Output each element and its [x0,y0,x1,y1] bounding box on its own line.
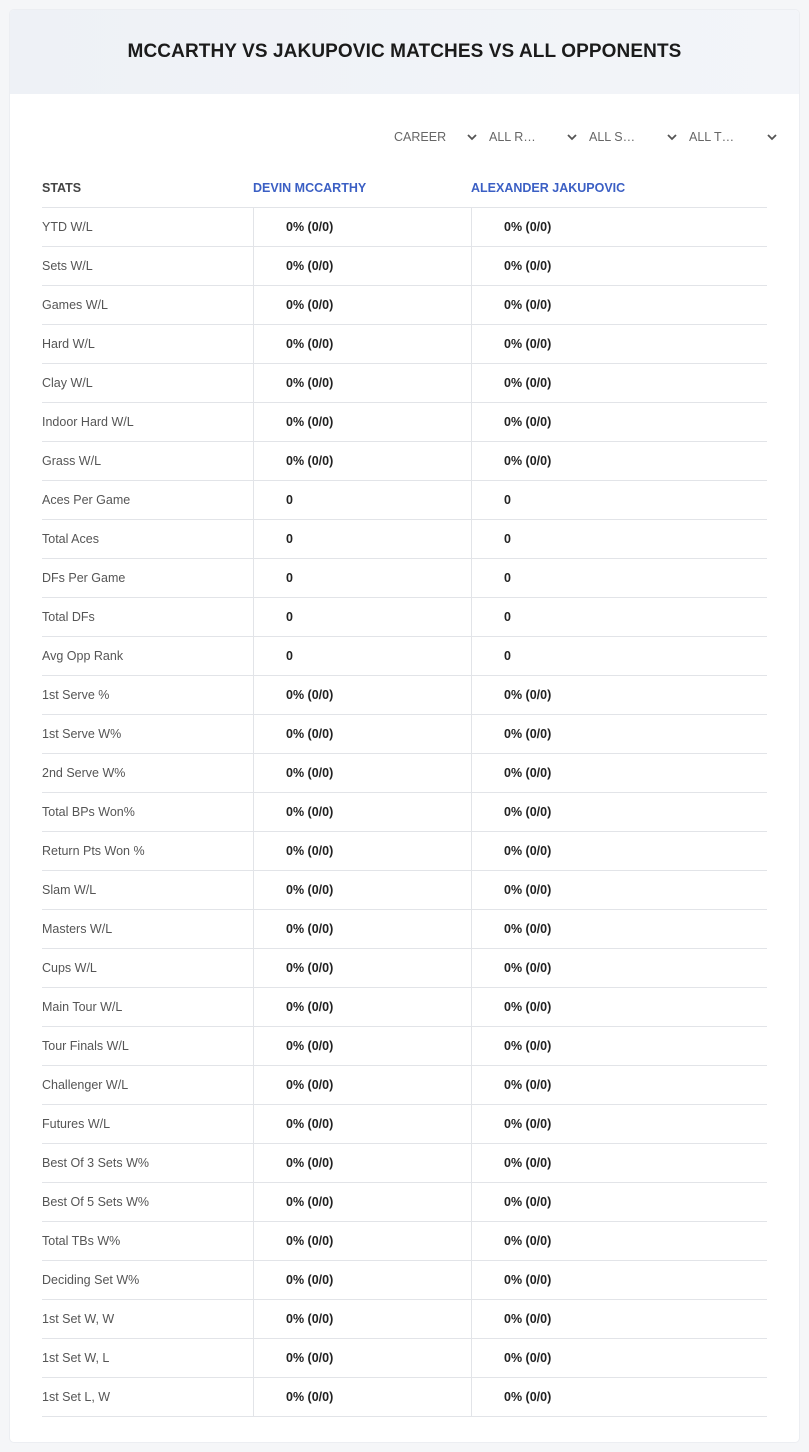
table-row [42,1183,767,1222]
table-row [42,364,767,403]
chevron-down-icon [566,131,578,143]
player2-value: 0% (0/0) [471,403,767,441]
chevron-down-icon [666,131,678,143]
player2-value: 0% (0/0) [471,832,767,870]
player2-value: 0% (0/0) [471,1222,767,1260]
table-row [42,325,767,364]
player1-value: 0% (0/0) [253,1378,471,1416]
stat-label: Avg Opp Rank [42,649,124,663]
table-row [42,1261,767,1300]
player2-value: 0% (0/0) [471,949,767,987]
stat-label: 1st Serve W% [42,727,122,741]
player2-value: 0% (0/0) [471,910,767,948]
filter-period-select[interactable] [384,126,484,148]
player2-value: 0% (0/0) [471,1183,767,1221]
table-row [42,754,767,793]
stat-label: Indoor Hard W/L [42,415,134,429]
stat-label: Total BPs Won% [42,805,135,819]
stat-label: Aces Per Game [42,493,131,507]
player1-value: 0% (0/0) [253,1300,471,1338]
player2-value: 0% (0/0) [471,754,767,792]
filter-surface-select[interactable] [584,126,684,148]
stat-label: Total Aces [42,532,99,546]
table-row [42,1339,767,1378]
stat-label: Sets W/L [42,259,93,273]
stat-label: Total DFs [42,610,95,624]
chevron-down-icon [466,131,478,143]
player2-link[interactable]: ALEXANDER JAKUPOVIC [471,180,626,195]
player2-value: 0% (0/0) [471,286,767,324]
player1-value: 0% (0/0) [253,832,471,870]
player2-value: 0% (0/0) [471,1300,767,1338]
stat-label: 1st Serve % [42,688,110,702]
stat-label: Return Pts Won % [42,844,145,858]
player2-value: 0 [471,637,767,675]
stat-label: 1st Set L, W [42,1390,111,1404]
table-row [42,403,767,442]
table-row [42,871,767,910]
stat-label: 1st Set W, L [42,1351,110,1365]
player2-value: 0 [471,559,767,597]
player2-value: 0% (0/0) [471,442,767,480]
stat-label: YTD W/L [42,220,93,234]
player2-value: 0% (0/0) [471,1144,767,1182]
player1-value: 0% (0/0) [253,1339,471,1377]
player1-link[interactable]: DEVIN MCCARTHY [253,180,367,195]
player1-value: 0% (0/0) [253,754,471,792]
table-row [42,520,767,559]
player1-value: 0% (0/0) [253,1144,471,1182]
player1-value: 0 [253,598,471,636]
player1-value: 0% (0/0) [253,1183,471,1221]
player2-value: 0% (0/0) [471,715,767,753]
player2-value: 0% (0/0) [471,676,767,714]
stat-label: Hard W/L [42,337,95,351]
table-row [42,1378,767,1417]
chevron-down-icon [766,131,778,143]
table-row [42,559,767,598]
filter-label: CAREER [394,130,447,144]
stat-label: Slam W/L [42,883,97,897]
stat-label: Grass W/L [42,454,102,468]
stats-card [10,10,799,1442]
table-row [42,988,767,1027]
player2-value: 0% (0/0) [471,1027,767,1065]
player1-value: 0% (0/0) [253,871,471,909]
stat-label: 2nd Serve W% [42,766,126,780]
player2-value: 0% (0/0) [471,325,767,363]
stat-label: Tour Finals W/L [42,1039,129,1053]
stat-label: Total TBs W% [42,1234,121,1248]
player1-value: 0% (0/0) [253,247,471,285]
player2-value: 0% (0/0) [471,871,767,909]
player1-value: 0% (0/0) [253,1027,471,1065]
player1-value: 0 [253,520,471,558]
stat-label: Clay W/L [42,376,93,390]
player1-value: 0 [253,637,471,675]
player2-value: 0 [471,598,767,636]
table-row [42,208,767,247]
table-row [42,910,767,949]
player1-value: 0% (0/0) [253,442,471,480]
filter-round-select[interactable] [484,126,584,148]
table-body [42,208,767,1417]
player2-value: 0% (0/0) [471,1105,767,1143]
player1-value: 0% (0/0) [253,1222,471,1260]
stat-label: Main Tour W/L [42,1000,123,1014]
table-row [42,481,767,520]
player2-value: 0% (0/0) [471,1339,767,1377]
stat-label: Challenger W/L [42,1078,129,1092]
table-row [42,1066,767,1105]
table-row [42,832,767,871]
player1-value: 0% (0/0) [253,715,471,753]
player1-value: 0% (0/0) [253,1105,471,1143]
player1-value: 0 [253,481,471,519]
filter-label: ALL S… [589,130,636,144]
stat-label: Masters W/L [42,922,113,936]
card-header [10,10,799,94]
table-row [42,676,767,715]
table-row [42,247,767,286]
table-row [42,598,767,637]
player2-value: 0% (0/0) [471,247,767,285]
player1-value: 0% (0/0) [253,1066,471,1104]
stat-label: Deciding Set W% [42,1273,140,1287]
table-row [42,1144,767,1183]
table-row [42,1222,767,1261]
table-row [42,442,767,481]
player1-value: 0% (0/0) [253,286,471,324]
player1-value: 0% (0/0) [253,910,471,948]
table-row [42,1027,767,1066]
filter-tournament-select[interactable] [684,126,784,148]
player2-value: 0 [471,481,767,519]
player1-value: 0% (0/0) [253,403,471,441]
player1-value: 0% (0/0) [253,325,471,363]
page-title: MCCARTHY VS JAKUPOVIC MATCHES VS ALL OPPONENTS [127,41,682,62]
table-row [42,286,767,325]
stat-label: Games W/L [42,298,108,312]
player2-value: 0% (0/0) [471,1378,767,1416]
filter-label: ALL T… [689,130,735,144]
player2-value: 0 [471,520,767,558]
table-row [42,1300,767,1339]
player1-value: 0% (0/0) [253,676,471,714]
player1-value: 0% (0/0) [253,793,471,831]
player1-value: 0 [253,559,471,597]
player2-value: 0% (0/0) [471,208,767,246]
table-row [42,793,767,832]
table-row [42,949,767,988]
player1-value: 0% (0/0) [253,988,471,1026]
stats-table [42,168,767,1417]
stat-label: Futures W/L [42,1117,111,1131]
filter-label: ALL R… [489,130,536,144]
stat-label: 1st Set W, W [42,1312,115,1326]
player2-value: 0% (0/0) [471,1066,767,1104]
player2-value: 0% (0/0) [471,364,767,402]
player2-value: 0% (0/0) [471,1261,767,1299]
player1-value: 0% (0/0) [253,1261,471,1299]
stat-label: Best Of 3 Sets W% [42,1156,149,1170]
stat-label: DFs Per Game [42,571,126,585]
table-row [42,1105,767,1144]
table-header [42,168,767,208]
player1-value: 0% (0/0) [253,949,471,987]
stat-label: Best Of 5 Sets W% [42,1195,149,1209]
player2-value: 0% (0/0) [471,988,767,1026]
table-row [42,715,767,754]
player1-value: 0% (0/0) [253,208,471,246]
player2-value: 0% (0/0) [471,793,767,831]
table-row [42,637,767,676]
player1-value: 0% (0/0) [253,364,471,402]
filter-bar [384,126,784,148]
stat-label: Cups W/L [42,961,97,975]
stats-column-header: STATS [42,180,82,195]
